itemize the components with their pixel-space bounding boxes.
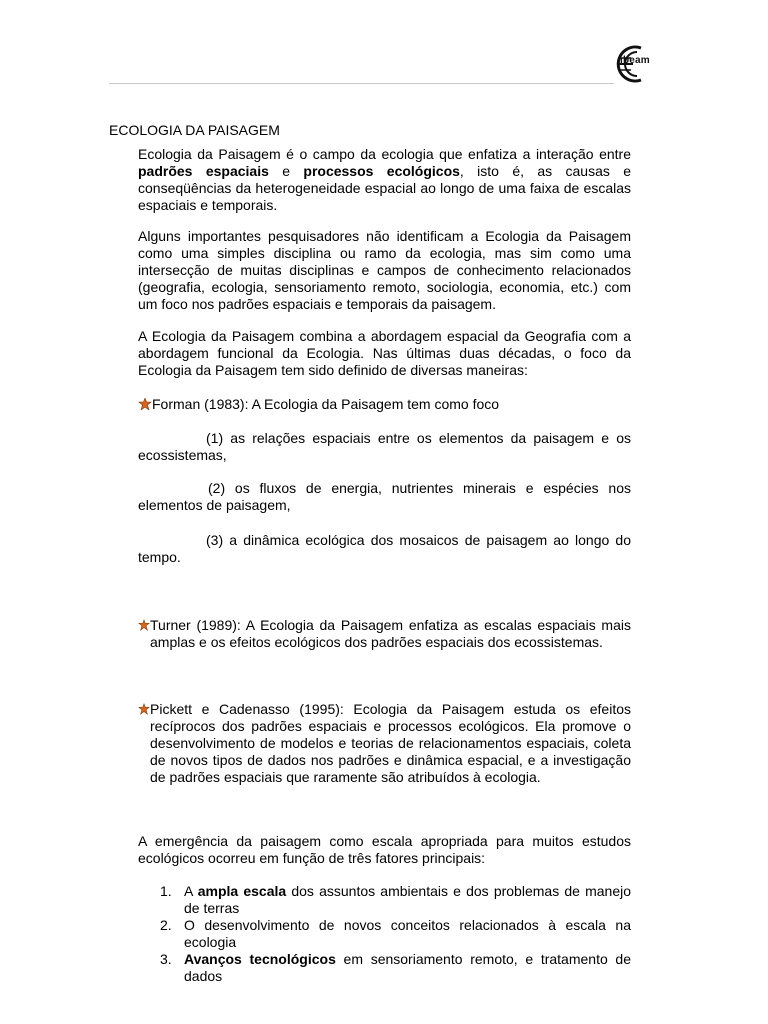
turner-definition (138, 617, 631, 651)
document-title: ECOLOGIA DA PAISAGEM (109, 122, 280, 138)
para1-text-2: e (268, 163, 304, 179)
list-item-text: A (184, 883, 198, 899)
forman-item-1 (138, 430, 631, 464)
factors-list (160, 883, 631, 985)
bullet-star-icon (138, 703, 150, 715)
forman-item-3 (138, 532, 631, 566)
list-item-text: O desenvolvimento de novos conceitos relacionados à escala na ecologia (184, 917, 631, 950)
pickett-definition (138, 701, 631, 786)
list-item (160, 883, 631, 917)
list-item-number: 1. (160, 883, 172, 899)
bullet-star-icon (138, 398, 152, 410)
forman-intro (138, 396, 631, 413)
paragraph-approach: A Ecologia da Paisagem combina a abordagem espacial da Geografia com a abordagem funcional da Ecologia. Nas últimas duas décadas, o foco da Ecologia da Paisagem tem sido definido de diversas maneiras: (138, 328, 631, 378)
para1-text-3: , isto é, as causas e conseqüências da heterogeneidade espacial ao longo de uma faixa de escalas espaciais e temporais. (138, 163, 631, 213)
bullet-star-icon (138, 619, 150, 631)
list-item (160, 917, 631, 951)
forman-intro-text: Forman (1983): A Ecologia da Paisagem tem como foco (152, 396, 500, 412)
forman-item-3-text: (3) a dinâmica ecológica dos mosaicos de paisagem ao longo do tempo. (138, 532, 631, 565)
logo-text: ibeam (620, 55, 650, 66)
forman-item-2 (138, 480, 631, 514)
para1-bold-ecological-processes: processos ecológicos (303, 163, 460, 179)
list-item-bold: ampla escala (197, 883, 287, 899)
header-divider (109, 83, 614, 84)
para1-bold-spatial-patterns: padrões espaciais (138, 163, 269, 179)
turner-text: Turner (1989): A Ecologia da Paisagem enfatiza as escalas espaciais mais amplas e os efeitos ecológicos dos padrões espaciais dos ecossistemas. (150, 617, 631, 650)
list-item-bold: Avanços tecnológicos (184, 951, 336, 967)
list-item-number: 2. (160, 917, 172, 933)
paragraph-definition (138, 146, 631, 214)
pickett-text: Pickett e Cadenasso (1995): Ecologia da Paisagem estuda os efeitos recíprocos dos padrões espaciais e processos ecológicos. Ela promove o desenvolvimento de modelos e teorias de relacionamentos espaciais, coleta de novos tipos de dados nos padrões e dinâmica espacial, e a investigação de padrões espaciais que raramente são atribuídos à ecologia. (150, 701, 631, 785)
list-item-number: 3. (160, 951, 172, 967)
para1-text-1: Ecologia da Paisagem é o campo da ecologia que enfatiza a interação entre (138, 146, 631, 162)
paragraph-emergence: A emergência da paisagem como escala apropriada para muitos estudos ecológicos ocorreu em função de três fatores principais: (138, 833, 631, 866)
ibeam-logo (611, 43, 659, 85)
list-item-text: dos assuntos ambientais e dos problemas de manejo de terras (184, 883, 632, 916)
paragraph-researchers: Alguns importantes pesquisadores não identificam a Ecologia da Paisagem como uma simples disciplina ou ramo da ecologia, mas sim como uma intersecção de muitas disciplinas e campos de conhecimento relacionados (geografia, ecologia, sensoriamento remoto, sociologia, economia, etc.) com um foco nos padrões espaciais e temporais da paisagem. (138, 228, 631, 312)
list-item (160, 951, 631, 985)
forman-item-2-text: (2) os fluxos de energia, nutrientes minerais e espécies nos elementos de paisagem, (138, 480, 631, 513)
forman-item-1-text: (1) as relações espaciais entre os elementos da paisagem e os ecossistemas, (138, 430, 631, 463)
list-item-text: em sensoriamento remoto, e tratamento de dados (184, 951, 632, 984)
